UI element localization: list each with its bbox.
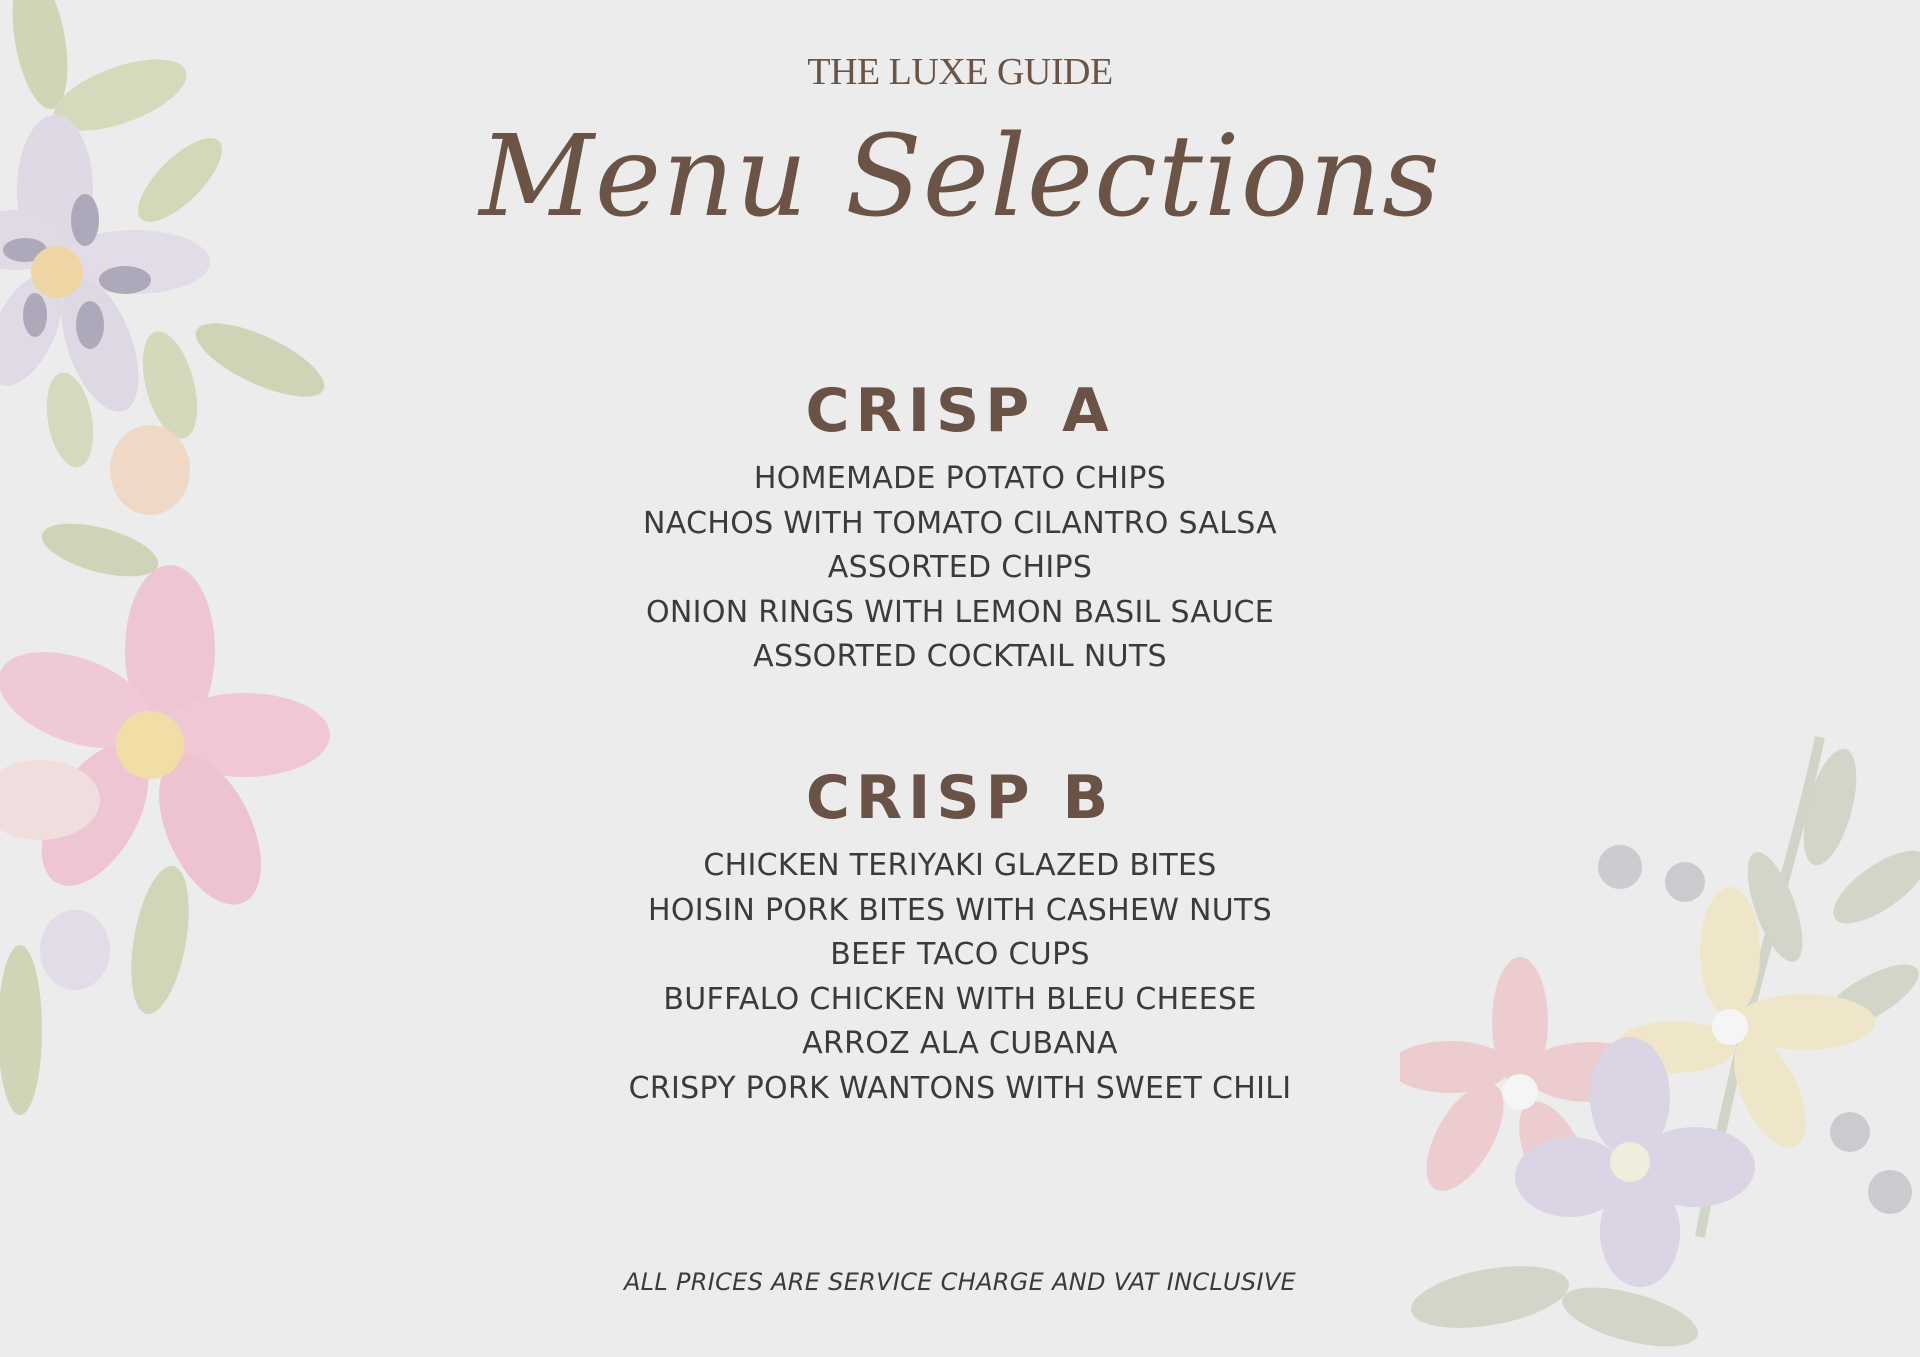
page-title: Menu Selections <box>479 112 1441 242</box>
section-title: CRISP B <box>805 763 1115 833</box>
menu-item: ONION RINGS WITH LEMON BASIL SAUCE <box>646 594 1274 630</box>
menu-item-list <box>0 844 1920 1111</box>
menu-item: HOISIN PORK BITES WITH CASHEW NUTS <box>647 892 1273 928</box>
menu-section-crisp-b <box>0 762 1920 1111</box>
footer-note: ALL PRICES ARE SERVICE CHARGE AND VAT INCLUSIVE <box>623 1268 1297 1296</box>
section-title: CRISP A <box>805 376 1115 446</box>
menu-item: NACHOS WITH TOMATO CILANTRO SALSA <box>643 505 1277 541</box>
menu-item: BEEF TACO CUPS <box>830 937 1090 972</box>
menu-item: ASSORTED CHIPS <box>827 550 1093 585</box>
menu-item: ARROZ ALA CUBANA <box>802 1026 1118 1061</box>
menu-item: CRISPY PORK WANTONS WITH SWEET CHILI <box>628 1070 1292 1106</box>
menu-item: HOMEMADE POTATO CHIPS <box>753 461 1167 496</box>
menu-item-list <box>0 457 1920 680</box>
brand-name: THE LUXE GUIDE <box>807 51 1113 93</box>
menu-item: BUFFALO CHICKEN WITH BLEU CHEESE <box>663 981 1257 1017</box>
menu-item: ASSORTED COCKTAIL NUTS <box>753 639 1167 674</box>
menu-section-crisp-a <box>0 375 1920 680</box>
menu-item: CHICKEN TERIYAKI GLAZED BITES <box>703 848 1217 883</box>
